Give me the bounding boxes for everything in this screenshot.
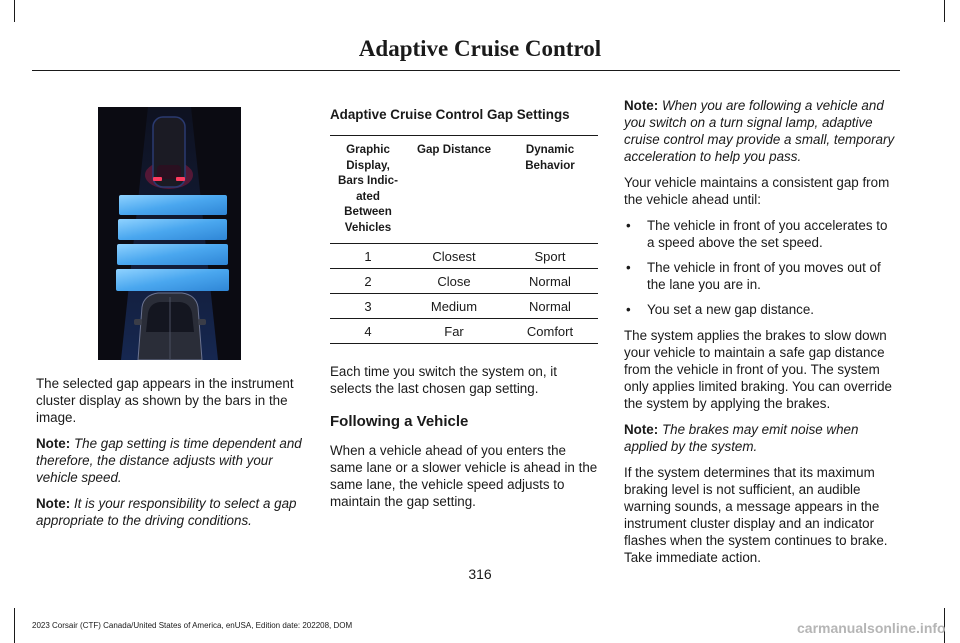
page-number: 316 <box>468 566 492 582</box>
table-cell: Comfort <box>502 319 598 344</box>
table-row <box>330 294 598 319</box>
footer-edition: 2023 Corsair (CTF) Canada/United States of America, enUSA, Edition date: 202208, DOM <box>32 621 353 630</box>
note-turn-signal <box>624 97 896 165</box>
bullet-icon: • <box>626 260 631 275</box>
table-header-row <box>330 136 598 244</box>
header-dynamic-behavior: Dynamic Behavior <box>502 136 598 244</box>
section-heading-following: Following a Vehicle <box>330 413 469 430</box>
right-column <box>624 97 896 575</box>
table-cell: Closest <box>406 244 502 269</box>
gap-conditions-list <box>624 217 896 318</box>
own-vehicle-icon <box>134 293 206 360</box>
list-item-text: The vehicle in front of you moves out of the lane you are in. <box>647 260 881 292</box>
note-label: Note: <box>36 436 71 451</box>
list-item-text: You set a new gap distance. <box>647 302 815 317</box>
page-title: Adaptive Cruise Control <box>358 36 602 61</box>
note-text: The gap setting is time dependent and therefore, the distance adjusts with your vehicle speed. <box>36 436 302 485</box>
list-item-text: The vehicle in front of you accelerates to a speed above the set speed. <box>647 218 888 250</box>
gap-bar <box>118 219 227 240</box>
note-text: It is your responsibility to select a gap appropriate to the driving conditions. <box>36 496 297 528</box>
table-cell: Normal <box>502 294 598 319</box>
table-title: Adaptive Cruise Control Gap Settings <box>330 107 570 122</box>
note-responsibility <box>36 495 308 529</box>
list-item <box>624 259 896 293</box>
table-cell: 2 <box>330 269 406 294</box>
warning-paragraph: If the system determines that its maximum braking level is not sufficient, an audible warning sounds, a message appears in the instrument cluster display and an indicator flashes when the system continues to brake. Take immediate action. <box>624 465 888 565</box>
note-text: The brakes may emit noise when applied by the system. <box>624 422 859 454</box>
watermark: carmanualsonline.info <box>797 620 946 636</box>
table-row <box>330 319 598 344</box>
table-cell: 1 <box>330 244 406 269</box>
gap-display-paragraph: The selected gap appears in the instrument cluster display as shown by the bars in the image. <box>36 376 294 425</box>
list-item <box>624 301 896 318</box>
table-row <box>330 244 598 269</box>
header-graphic-display: Graphic Display, Bars Indic-ated Between Vehicles <box>330 136 406 244</box>
left-column <box>36 375 308 538</box>
crop-mark <box>14 608 15 643</box>
gap-bar <box>117 244 228 265</box>
list-item <box>624 217 896 251</box>
last-setting-paragraph: Each time you switch the system on, it selects the last chosen gap setting. <box>330 364 557 396</box>
crop-mark <box>14 0 15 22</box>
table-cell: Close <box>406 269 502 294</box>
crop-mark <box>944 0 945 22</box>
gap-bar <box>119 195 227 215</box>
note-label: Note: <box>624 98 659 113</box>
table-cell: 4 <box>330 319 406 344</box>
table-cell: Sport <box>502 244 598 269</box>
bullet-icon: • <box>626 302 631 317</box>
header-gap-distance: Gap Distance <box>406 136 502 244</box>
gap-bars-graphic <box>98 107 241 360</box>
bullet-icon: • <box>626 218 631 233</box>
table-cell: Medium <box>406 294 502 319</box>
gap-bar <box>116 269 229 291</box>
gap-settings-table <box>330 135 598 344</box>
note-label: Note: <box>36 496 71 511</box>
middle-column <box>330 106 600 519</box>
gap-display-illustration <box>98 107 241 360</box>
table-row <box>330 269 598 294</box>
note-label: Note: <box>624 422 659 437</box>
note-text: When you are following a vehicle and you switch on a turn signal lamp, adaptive cruise control may provide a small, temporary acceleration to help you pass. <box>624 98 895 164</box>
consistent-gap-intro: Your vehicle maintains a consistent gap from the vehicle ahead until: <box>624 175 890 207</box>
table-cell: Far <box>406 319 502 344</box>
title-rule <box>32 70 900 71</box>
following-paragraph: When a vehicle ahead of you enters the same lane or a slower vehicle is ahead in the same lane, the vehicle speed adjusts to maintain the gap setting. <box>330 443 598 509</box>
table-cell: 3 <box>330 294 406 319</box>
table-cell: Normal <box>502 269 598 294</box>
note-time-dependent <box>36 435 308 486</box>
brakes-paragraph: The system applies the brakes to slow down your vehicle to maintain a safe gap distance from the vehicle in front of you. The system only applies limited braking. You can override the system by applying the brakes. <box>624 328 892 411</box>
note-brake-noise <box>624 421 896 455</box>
